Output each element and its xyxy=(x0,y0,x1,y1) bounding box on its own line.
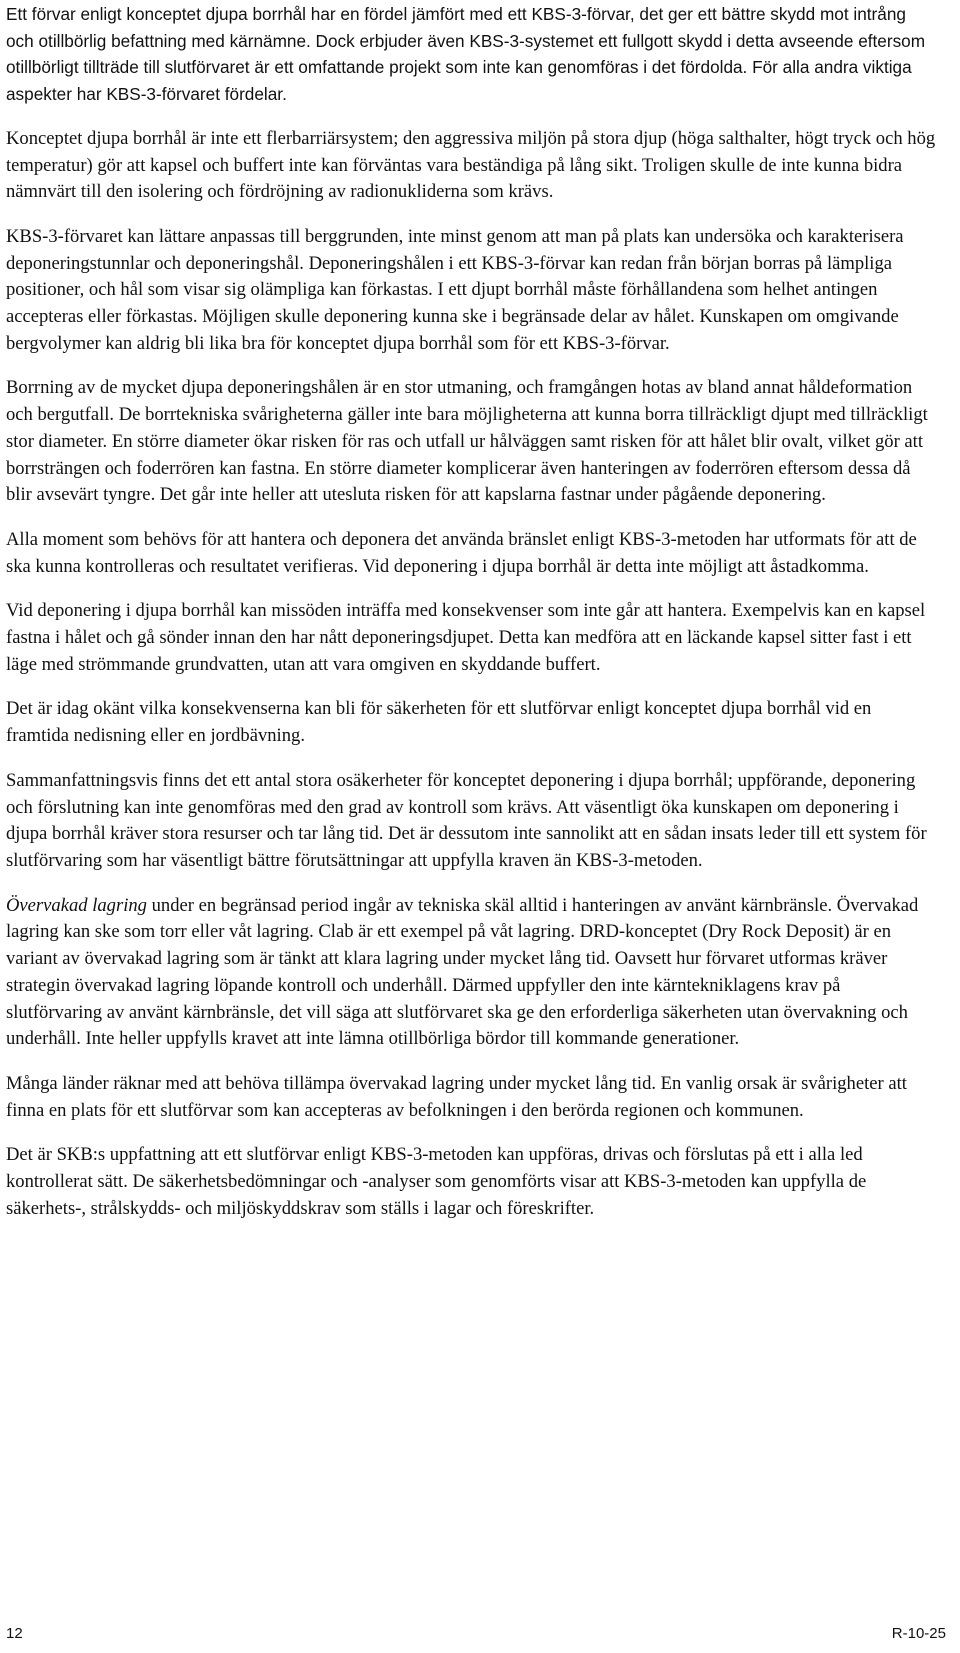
paragraph-control-verification: Alla moment som behövs för att hantera och deponera det använda bränslet enligt KBS-3-metoden har utformats för att de ska kunna kontrolleras och resultatet verifieras. Vid deponering i djupa borrhål är detta inte möjligt att åstadkomma. xyxy=(6,528,917,577)
paragraph-monitored-storage-text: under en begränsad period ingår av tekniska skäl alltid i hanteringen av använt kärnbränsle. Övervakad lagring kan ske som torr eller våt lagring. Clab är ett exempel på våt lagring. DRD-konceptet (Dry Rock Deposit) är en variant av övervakad lagring som är tänkt att klara lagring under mycket lång tid. Oavsett hur förvaret utformas kräver strategin övervakad lagring löpande kontroll och underhåll. Därmed uppfyller den inte kärntekniklagens krav på slutförvaring av använt kärnbränsle, det vill säga att slutförvaret ska ge den erforderliga säkerheten utan övervakning och underhåll. Inte heller uppfylls kravet att inte lämna otillbörliga bördor till kommande generationer. xyxy=(6,894,919,1050)
italic-term: Övervakad lagring xyxy=(6,894,147,916)
report-id: R-10-25 xyxy=(891,1625,946,1642)
paragraph-many-countries: Många länder räknar med att behöva tillämpa övervakad lagring under mycket lång tid. En vanlig orsak är svårigheter att finna en plats för ett slutförvar som kan accepteras av befolkningen i den berörda regionen och kommunen. xyxy=(6,1072,907,1121)
paragraph-multibarrier: Konceptet djupa borrhål är inte ett flerbarriärsystem; den aggressiva miljön på stora djup (höga salthalter, högt tryck och hög temperatur) gör att kapsel och buffert inte kan förväntas vara beständiga på lång sikt. Troligen skulle de inte kunna bidra nämnvärt till den isolering och fördröjning av radionukliderna som krävs. xyxy=(6,127,936,203)
paragraph-drilling-challenges: Borrning av de mycket djupa deponeringshålen är en stor utmaning, och framgången hotas av bland annat håldeformation och bergutfall. De borrtekniska svårigheterna gäller inte bara möjligheterna att kunna borra tillräckligt djupt med tillräckligt stor diameter. En större diameter ökar risken för ras och utfall ur hålväggen samt risken för att hålet blir ovalt, vilket gör att borrsträngen och foderrören kan fastna. En större diameter komplicerar även hanteringen av foderrören eftersom dessa då blir avsevärt tyngre. Det går inte heller att utesluta risken för att kapslarna fastnar under pågående deponering. xyxy=(6,377,928,506)
paragraph-summary-uncertainties: Sammanfattningsvis finns det ett antal stora osäkerheter för konceptet deponering i djupa borrhål; uppförande, deponering och förslutning kan inte genomföras med den grad av kontroll som krävs. Att väsentligt öka kunskapen om deponering i djupa borrhål kräver stora resurser och tar lång tid. Det är dessutom inte sannolikt att en sådan insats leder till ett system för slutförvaring som har väsentligt bättre förutsättningar att uppfylla kraven än KBS-3-metoden. xyxy=(6,769,927,871)
paragraph-glaciation-earthquake: Det är idag okänt vilka konsekvenserna kan bli för säkerheten för ett slutförvar enligt konceptet djupa borrhål vid en framtida nedisning eller en jordbävning. xyxy=(6,698,872,747)
paragraph-monitored-storage xyxy=(6,893,938,1053)
document-page xyxy=(6,0,938,1240)
paragraph-mishaps: Vid deponering i djupa borrhål kan missöden inträffa med konsekvenser som inte går att hantera. Exempelvis kan en kapsel fastna i hålet och gå sönder innan den har nått deponeringsdjupet. Detta kan medföra att en läckande kapsel sitter fast i ett läge med strömmande grundvatten, utan att vara omgiven en skyddande buffert. xyxy=(6,600,926,675)
paragraph-skb-view: Det är SKB:s uppfattning att ett slutförvar enligt KBS-3-metoden kan uppföras, drivas och förslutas på ett i alla led kontrollerat sätt. De säkerhetsbedömningar och -analyser som genomförts visar att KBS-3-metoden kan uppfylla de säkerhets-, strålskydds- och miljöskyddskrav som ställs i lagar och föreskrifter. xyxy=(6,1144,867,1219)
paragraph-kbs3-intrusion-protection: Ett förvar enligt konceptet djupa borrhål har en fördel jämfört med ett KBS-3-förvar, det ger ett bättre skydd mot intrång och otillbörlig befattning med kärnämne. Dock erbjuder även KBS-3-systemet ett fullgott skydd i detta avseende eftersom otillbörligt tillträde till slutförvaret är ett omfattande projekt som inte kan genomföras i det fördolda. För alla andra viktiga aspekter har KBS-3-förvaret fördelar. xyxy=(6,4,926,105)
page-number: 12 xyxy=(6,1625,23,1642)
paragraph-adaptation-bedrock: KBS-3-förvaret kan lättare anpassas till berggrunden, inte minst genom att man på plats kan undersöka och karakterisera deponeringstunnlar och deponeringshål. Deponeringshålen i ett KBS-3-förvar kan redan från början borras på lämpliga positioner, och hål som visar sig olämpliga kan förkastas. I ett djupt borrhål måste förhållandena som helhet antingen accepteras eller förkastas. Möjligen skulle deponering kunna ske i begränsade delar av hålet. Kunskapen om omgivande bergvolymer kan aldrig bli lika bra för konceptet djupa borrhål som för ett KBS-3-förvar. xyxy=(6,225,904,354)
